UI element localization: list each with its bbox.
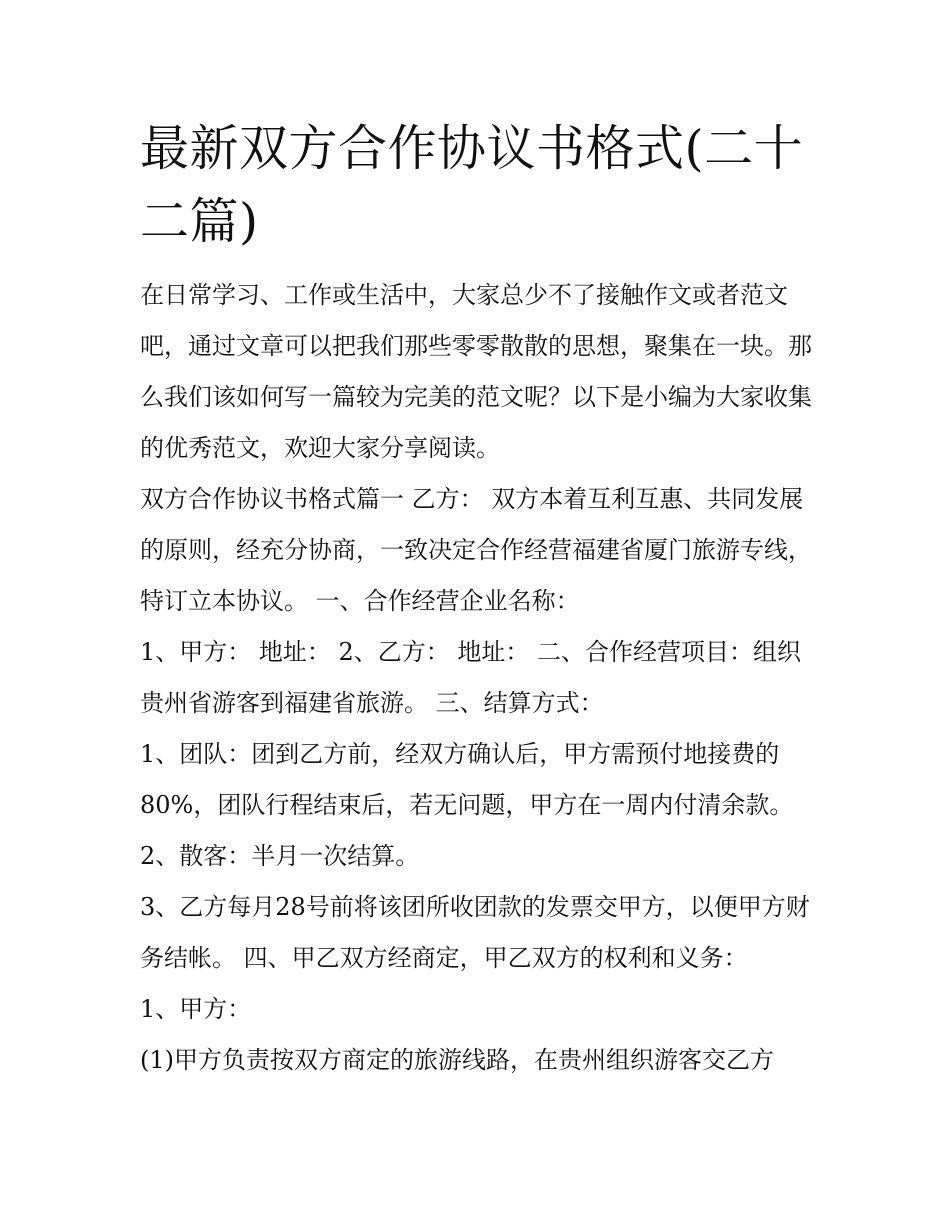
agreement-preamble-paragraph: 双方合作协议书格式篇一 乙方： 双方本着互利互惠、共同发展的原则，经充分协商，一致决定合作经营福建省厦门旅游专线，特订立本协议。 一、合作经营企业名称：: [140, 485, 812, 615]
document-title: 最新双方合作协议书格式(二十二篇): [140, 120, 804, 250]
party-a-heading-paragraph: 1、甲方：: [140, 995, 252, 1023]
team-settlement-paragraph: 1、团队：团到乙方前，经双方确认后，甲方需预付地接费的80%，团队行程结束后，若无问题，甲方在一周内付清余款。: [140, 740, 794, 819]
intro-paragraph: 在日常学习、工作或生活中，大家总少不了接触作文或者范文吧，通过文章可以把我们那些零零散散的思想，聚集在一块。那么我们该如何写一篇较为完美的范文呢？以下是小编为大家收集的优秀范文，欢迎大家分享阅读。: [140, 281, 812, 462]
individual-settlement-paragraph: 2、散客：半月一次结算。: [140, 842, 420, 870]
document-body: [140, 112, 820, 1086]
party-a-clause-paragraph: (1)甲方负责按双方商定的旅游线路，在贵州组织游客交乙方: [140, 1046, 774, 1074]
invoice-paragraph: 3、乙方每月28号前将该团所收团款的发票交甲方，以便甲方财务结帐。 四、甲乙双方经商定，甲乙双方的权利和义务：: [140, 893, 810, 972]
parties-and-project-paragraph: 1、甲方： 地址： 2、乙方： 地址： 二、合作经营项目：组织贵州省游客到福建省旅游。 三、结算方式：: [140, 638, 802, 717]
